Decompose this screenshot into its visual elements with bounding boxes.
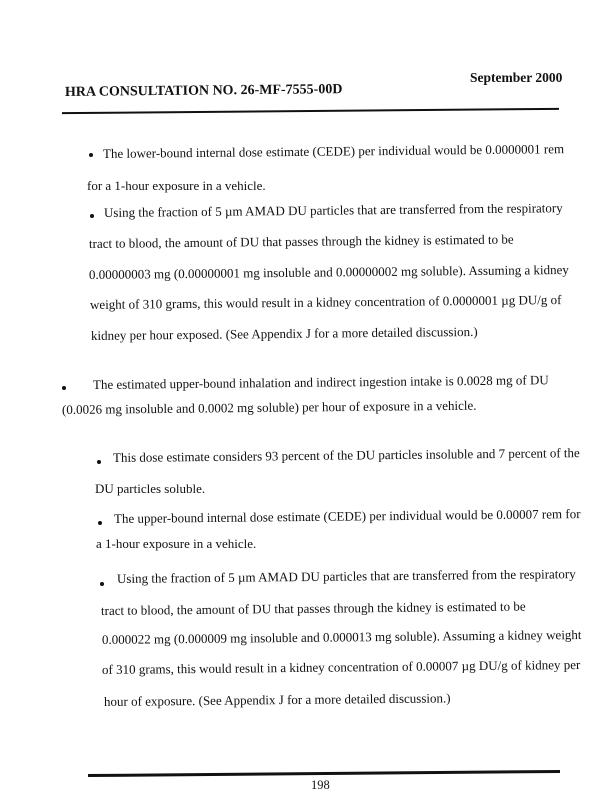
text-line: The upper-bound internal dose estimate (CEDE) per individual would be 0.00007 rem for xyxy=(113,506,581,526)
document-date: September 2000 xyxy=(470,70,563,85)
text-line: for a 1-hour exposure in a vehicle. xyxy=(87,178,266,193)
bullet xyxy=(62,386,66,390)
text-line: of 310 grams, this would result in a kidney concentration of 0.00007 µg DU/g of kidney per xyxy=(101,656,581,677)
text-line: weight of 310 grams, this would result in a kidney concentration of 0.0000001 µg DU/g of xyxy=(89,292,562,312)
text-line: (0.0026 mg insoluble and 0.0002 mg soluble) per hour of exposure in a vehicle. xyxy=(61,397,477,417)
bullet xyxy=(97,460,101,464)
bullet xyxy=(89,153,93,157)
text-line: tract to blood, the amount of DU that passes through the kidney is estimated to be xyxy=(100,598,526,618)
text-line: DU particles soluble. xyxy=(95,481,206,496)
header-rule xyxy=(62,108,559,114)
bullet xyxy=(98,521,102,525)
document-title: HRA CONSULTATION NO. 26-MF-7555-00D xyxy=(64,82,343,100)
text-line: Using the fraction of 5 µm AMAD DU particles that are transferred from the respiratory xyxy=(103,200,563,220)
footer-rule xyxy=(88,770,560,777)
text-line: 0.000022 mg (0.000009 mg insoluble and 0.000013 mg soluble). Assuming a kidney weight xyxy=(101,626,582,647)
bullet xyxy=(90,214,94,218)
text-line: tract to blood, the amount of DU that passes through the kidney is estimated to be xyxy=(88,231,514,251)
bullet xyxy=(100,582,104,586)
text-line: The lower-bound internal dose estimate (CEDE) per individual would be 0.0000001 rem xyxy=(102,141,565,161)
text-line: 0.00000003 mg (0.00000001 mg insoluble and 0.00000002 mg soluble). Assuming a kidney xyxy=(88,261,569,282)
text-line: Using the fraction of 5 µm AMAD DU particles that are transferred from the respiratory xyxy=(116,566,576,586)
text-line: hour of exposure. (See Appendix J for a more detailed discussion.) xyxy=(103,690,451,709)
text-line: The estimated upper-bound inhalation and indirect ingestion intake is 0.0028 mg of DU xyxy=(92,372,549,392)
text-line: a 1-hour exposure in a vehicle. xyxy=(96,536,257,551)
page-number: 198 xyxy=(311,778,330,792)
text-line: This dose estimate considers 93 percent of the DU particles insoluble and 7 percent of the xyxy=(112,445,580,465)
text-line: kidney per hour exposed. (See Appendix J for a more detailed discussion.) xyxy=(90,323,478,343)
